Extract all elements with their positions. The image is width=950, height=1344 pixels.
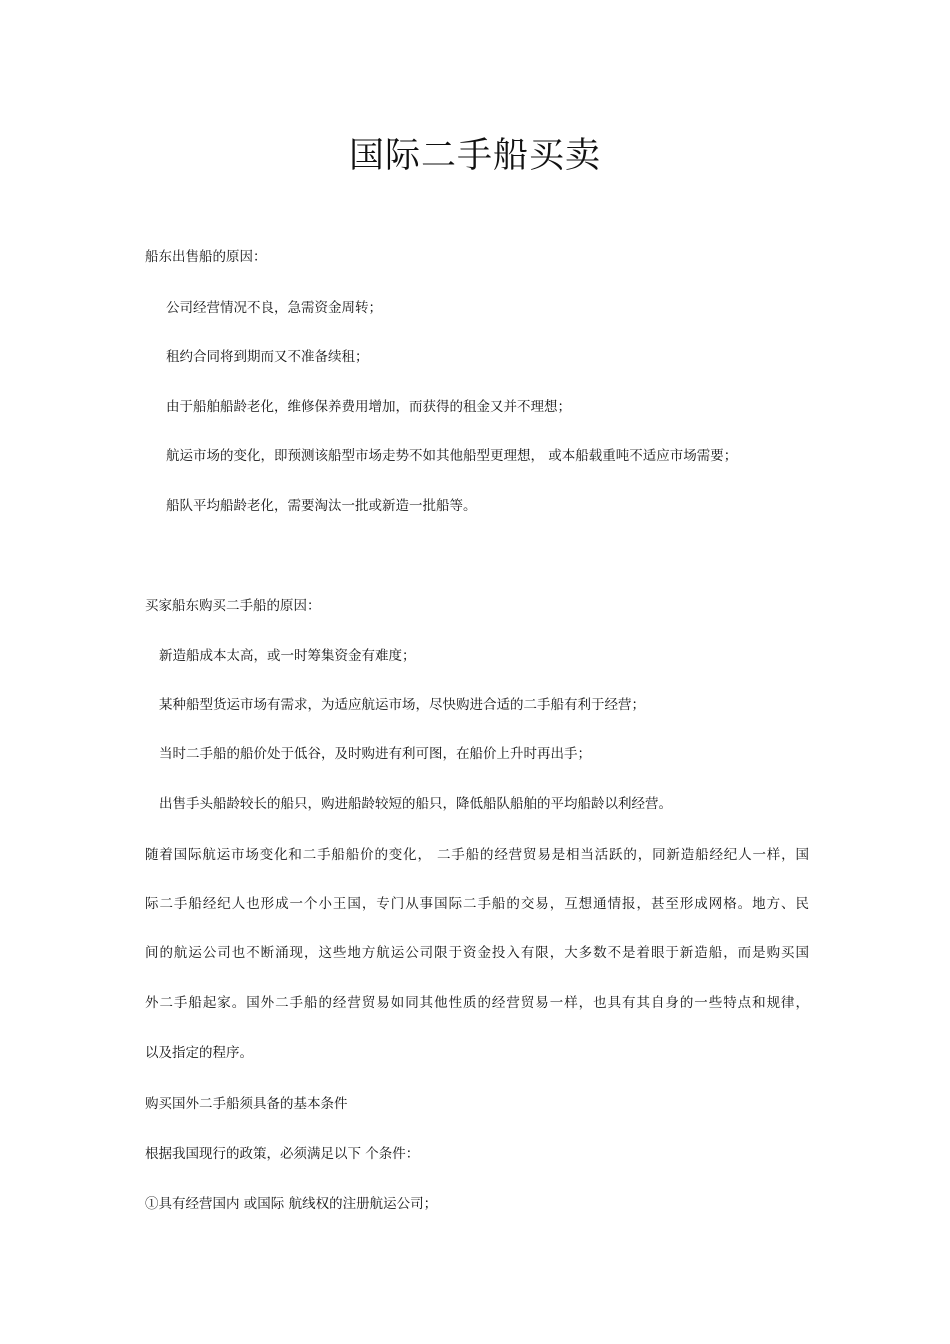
list-item: 公司经营情况不良，急需资金周转； [166,300,382,316]
conditions-intro: 根据我国现行的政策，必须满足以下 个条件： [145,1146,420,1162]
document-title: 国际二手船买卖 [348,136,601,176]
list-item: 某种船型货运市场有需求，为适应航运市场，尽快购进合适的二手船有利于经营； [159,697,645,713]
paragraph-line: 随着国际航运市场变化和二手船船价的变化， 二手船的经营贸易是相当活跃的，同新造船经纪人一样，国 [145,847,809,863]
list-item: 航运市场的变化，即预测该船型市场走势不如其他船型更理想， 或本船载重吨不适应市场需要； [166,448,738,464]
paragraph-line: 外二手船起家。国外二手船的经营贸易如同其他性质的经营贸易一样，也具有其自身的一些特点和规律， [145,995,809,1011]
list-item: 船队平均船龄老化，需要淘汰一批或新造一批船等。 [166,498,477,514]
section-heading-basic-conditions: 购买国外二手船须具备的基本条件 [145,1096,348,1112]
condition-item: ①具有经营国内 或国际 航线权的注册航运公司； [145,1196,438,1212]
list-item: 当时二手船的船价处于低谷，及时购进有利可图，在船价上升时再出手； [159,746,591,762]
list-item: 出售手头船龄较长的船只，购进船龄较短的船只，降低船队船舶的平均船龄以利经营。 [159,796,672,812]
paragraph-line: 际二手船经纪人也形成一个小王国，专门从事国际二手船的交易，互想通情报，甚至形成网格。地方、民 [145,896,809,912]
section-heading-buyer-reasons: 买家船东购买二手船的原因： [145,598,321,614]
paragraph-line: 以及指定的程序。 [145,1045,253,1061]
section-heading-seller-reasons: 船东出售船的原因： [145,249,267,265]
list-item: 由于船舶船龄老化，维修保养费用增加，而获得的租金又并不理想； [166,399,571,415]
list-item: 新造船成本太高，或一时筹集资金有难度； [159,648,416,664]
paragraph-line: 间的航运公司也不断涌现，这些地方航运公司限于资金投入有限，大多数不是着眼于新造船，而是购买国 [145,945,809,961]
list-item: 租约合同将到期而又不准备续租； [166,349,369,365]
